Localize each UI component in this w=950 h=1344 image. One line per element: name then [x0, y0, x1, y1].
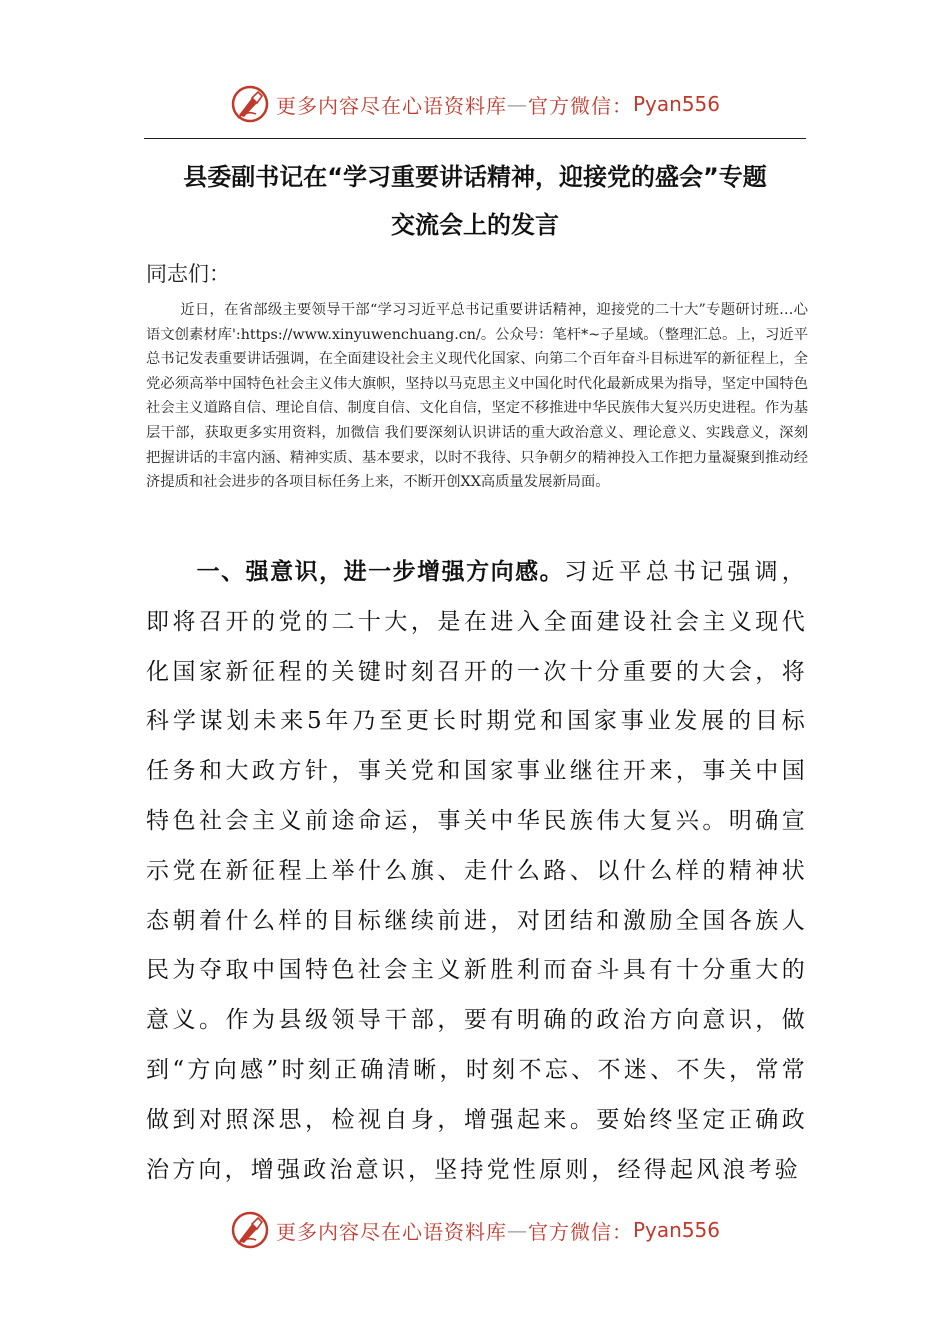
document-title-line2: 交流会上的发言	[391, 211, 559, 239]
fountain-pen-logo-icon	[230, 1210, 270, 1250]
document-title-line1: 县委副书记在“学习重要讲话精神，迎接党的盛会”专题	[183, 163, 767, 191]
banner-separator: —	[506, 1218, 528, 1242]
section1-heading: 一、强意识，进一步增强方向感。	[196, 559, 565, 585]
footer-banner	[0, 1208, 950, 1252]
fountain-pen-logo-icon	[230, 84, 270, 124]
header-banner	[0, 82, 950, 126]
banner-slogan: 更多内容尽在心语资料库	[275, 93, 507, 118]
section1-paragraph	[146, 548, 808, 1195]
intro-paragraph: 近日，在省部级主要领导干部“学习习近平总书记重要讲话精神，迎接党的二十大”专题研讨班…心语文创素材库':https://www.xinyuwenchuang.cn/。公众号：笔杆*~子星域。（整理汇总。上，习近平总书记发表重要讲话强调，在全面建设社会主义现代化国家、向第二个百年奋斗目标进军的新征程上，全党必须高举中国特色社会主义伟大旗帜，坚持以马克思主义中国化时代化最新成果为指导，坚定中国特色社会主义道路自信、理论自信、制度自信、文化自信，坚定不移推进中华民族伟大复兴历史进程。作为基层干部，获取更多实用资料，加微信 我们要深刻认识讲话的重大政治意义、理论意义、实践意义，深刻把握讲话的丰富内涵、精神实质、基本要求，以时不我待、只争朝夕的精神投入工作把力量凝聚到推动经济提质和社会进步的各项目标任务上来，不断开创XX高质量发展新局面。	[146, 302, 808, 491]
banner-contact-label: 官方微信：	[527, 1219, 633, 1244]
section1-body: 习近平总书记强调，即将召开的党的二十大，是在进入全面建设社会主义现代化国家新征程的关键时刻召开的一次十分重要的大会，将科学谋划未来5年乃至更长时期党和国家事业发展的目标任务和大政方针，事关党和国家事业继往开来，事关中国特色社会主义前途命运，事关中华民族伟大复兴。明确宣示党在新征程上举什么旗、走什么路、以什么样的精神状态朝着什么样的目标继续前进，对团结和激励全国各族人民为夺取中国特色社会主义新胜利而奋斗具有十分重大的意义。作为县级领导干部，要有明确的政治方向意识，做到“方向感”时刻正确清晰，时刻不忘、不迷、不失，常常做到对照深思，检视自身，增强起来。要始终坚定正确政治方向，增强政治意识，坚持党性原则，经得起风浪考验	[146, 559, 808, 1183]
banner-contact-id: Pyan556	[632, 92, 720, 116]
banner-contact-label: 官方微信：	[527, 93, 633, 118]
banner-contact-id: Pyan556	[632, 1218, 720, 1242]
banner-slogan: 更多内容尽在心语资料库	[275, 1219, 507, 1244]
salutation: 同志们：	[146, 262, 230, 286]
header-divider	[144, 138, 806, 139]
banner-separator: —	[506, 92, 528, 116]
